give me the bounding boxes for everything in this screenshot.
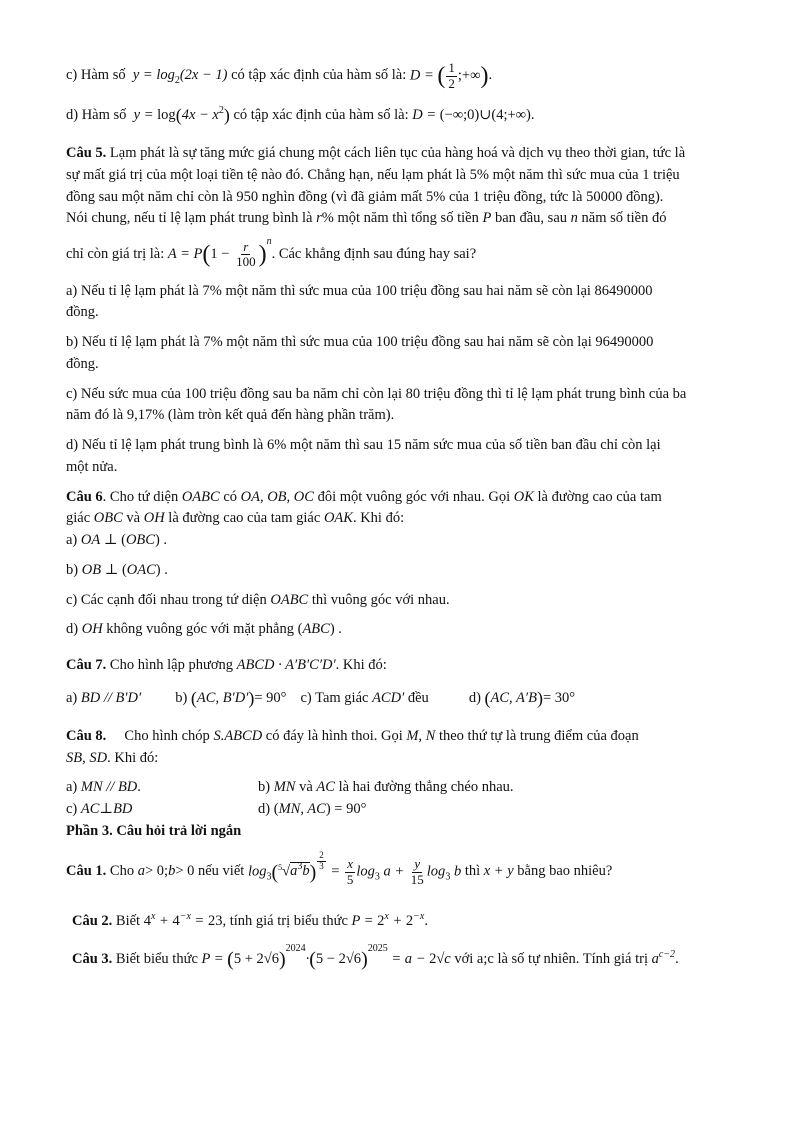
short-question-1: Câu 1. Cho a > 0; b > 0 nếu viết $\log_3(^5√a^3b)$ $^{\frac{2}{3}}$ = $\frac{x}{5}$ $\log_3 a$ + $\frac{y}{15}$ $\log_3 b$ thì x + y bằng bao nhiêu? <box>66 849 613 887</box>
formula: $\log_3(^5√a^3b)$ $^{\frac{2}{3}}$ = $\frac{x}{5}$ $\log_3 a$ + $\frac{y}{15}$ $\log_3 b$ <box>247 849 462 887</box>
question-7: Câu 7. Cho hình lập phương ABCD · A′B′C′D′. Khi đó: a) BD // B′D′ b) (AC, B′D′) = 90° c) Tam giác ACD′ đều d) (AC, A′B) = 30° <box>66 657 576 708</box>
formula: $y = \log_2(2x - 1)$ <box>132 67 228 87</box>
formula: $P = (5 + 2√6)^{2024}\cdot(5 - 2√6)^{2025} = a - 2√c$ <box>201 942 451 971</box>
formula: $y = \log(4x - x^2)$ <box>133 105 230 125</box>
item-c-log2: c) Hàm số $y = \log_2(2x - 1)$ có tập xác định của hàm số là: D = ( $\frac{1}{2}$ ;+∞) . <box>66 58 756 94</box>
document-page <box>66 58 756 974</box>
question-8: Câu 8. Cho hình chóp S.ABCD có đáy là hình thoi. Gọi M, N theo thứ tự là trung điểm của đoạn SB, SD. Khi đó: a) MN // BD . b) MN và AC là hai đường thẳng chéo nhau. c) AC ⊥ BD d) (MN, AC) = 90° <box>66 727 639 818</box>
short-question-3: Câu 3. Biết biểu thức $P = (5 + 2√6)^{2024}\cdot(5 - 2√6)^{2025} = a - 2√c$ với a;c là số tự nhiên. Tính giá trị $a^{c-2}$ . <box>72 941 756 975</box>
formula: $4^x + 4^{-x} = 23$ <box>143 911 223 929</box>
question-6: Câu 6. Cho tứ diện OABC có OA, OB, OC đôi một vuông góc với nhau. Gọi OK là đường cao của tam giác OBC và OH là đường cao của tam giác OAK. Khi đó: a) OA ⊥ (OBC) . b) OB ⊥ (OAC) . c) Các cạnh đối nhau trong tứ diện OABC thì vuông góc với nhau. d) OH không vuông góc với mặt phẳng (ABC) . <box>66 488 662 638</box>
short-question-2: Câu 2. Biết $4^x + 4^{-x} = 23$ , tính giá trị biểu thức $P = 2^x + 2^{-x}$ . <box>72 909 756 933</box>
formula: D = (−∞;0)∪(4;+∞) <box>412 106 531 123</box>
question-5: Câu 5. Lạm phát là sự tăng mức giá chung một cách liên tục của hàng hoá và dịch vụ theo thời gian, tức là sự mất giá trị của một loại tiền tệ nào đó. Chẳng hạn, nếu lạm phát là 5% một năm thì sức mua của 1 triệu đồng sau một năm chỉ còn là 950 nghìn đồng (vì đã giảm mất 5% của 1 triệu đồng, tức là 50000 đồng). Nói chung, nếu tỉ lệ lạm phát trung bình là r% một năm thì tổng số tiền P ban đầu, sau n năm số tiền đó chỉ còn giá trị là: A = P(1 − $\frac{r}{100}$ )$^n$ . Các khẳng định sau đúng hay sai? a) Nếu tỉ lệ lạm phát là 7% một năm thì sức mua của 100 triệu đồng sau hai năm sẽ còn lại 86490000 đồng. b) Nếu tỉ lệ lạm phát là 7% một năm thì sức mua của 100 triệu đồng sau hai năm sẽ còn lại 96490000 đồng. c) Nếu sức mua của 100 triệu đồng sau ba năm chỉ còn lại 80 triệu đồng thì tỉ lệ lạm phát trung bình của ba năm đó là 9,17% (làm tròn kết quả đến hàng phần trăm). d) Nếu tỉ lệ lạm phát trung bình là 6% một năm thì sau 15 năm sức mua của số tiền ban đầu chỉ còn lại một nửa. <box>66 145 687 475</box>
formula: A = P(1 − $\frac{r}{100}$ )$^n$ <box>167 236 272 270</box>
formula: D = ( $\frac{1}{2}$ ;+∞) <box>409 60 489 91</box>
item-d-log: d) Hàm số $y = \log(4x - x^2)$ có tập xác định của hàm số là: D = (−∞;0)∪(4;+∞) . <box>66 102 756 129</box>
formula: $P = 2^x + 2^{-x}$ <box>351 911 425 929</box>
formula: $a^{c-2}$ <box>651 948 676 967</box>
section-title: Phần 3. Câu hỏi trả lời ngắn <box>66 822 242 839</box>
